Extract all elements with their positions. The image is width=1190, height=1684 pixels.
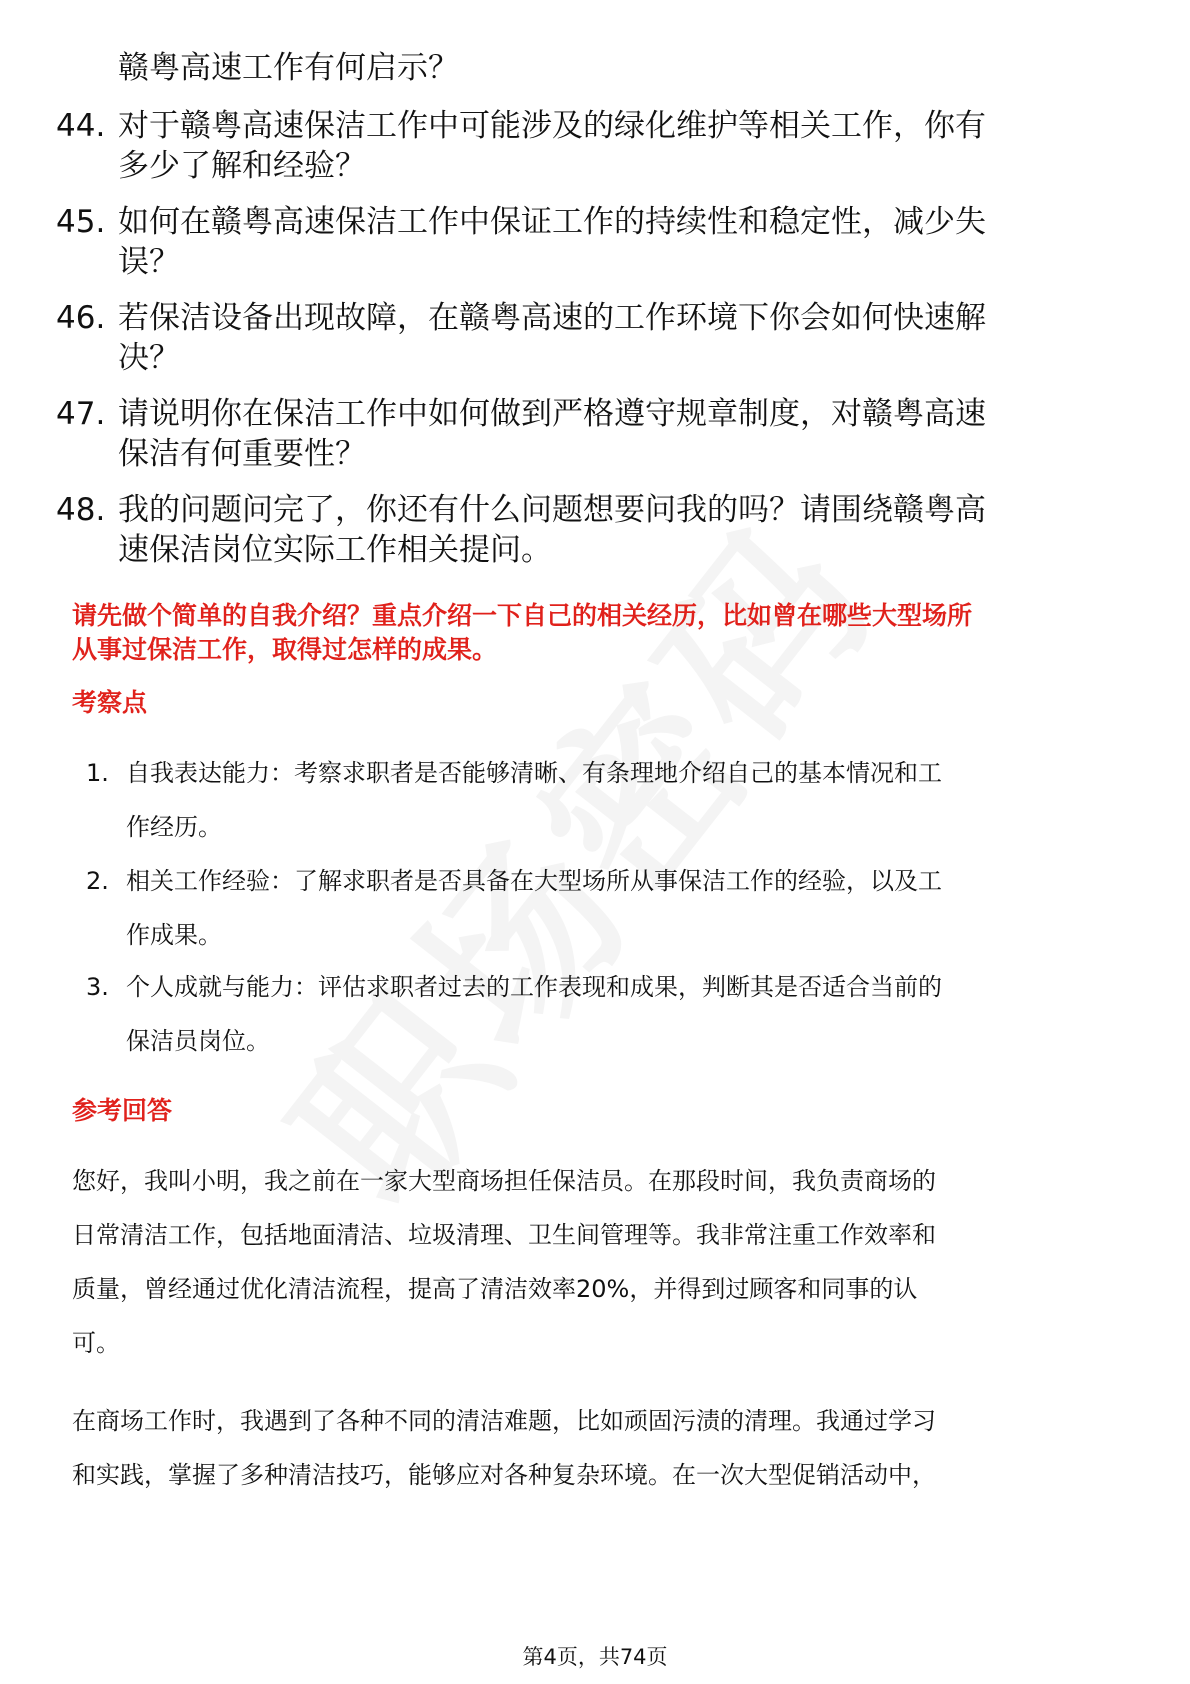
- question-number: 46.: [56, 300, 106, 336]
- reference-heading: 参考回答: [72, 1096, 173, 1125]
- paragraph-line: 在商场工作时，我遇到了各种不同的清洁难题，比如顽固污渍的清理。我通过学习: [72, 1407, 936, 1435]
- question-text: 如何在赣粤高速保洁工作中保证工作的持续性和稳定性，减少失: [118, 204, 986, 240]
- question-number: 48.: [56, 492, 106, 528]
- assessment-heading: 考察点: [72, 688, 148, 717]
- question-text: 误？: [118, 244, 180, 280]
- question-text: 我的问题问完了，你还有什么问题想要问我的吗？请围绕赣粤高: [118, 492, 986, 528]
- question-text: 对于赣粤高速保洁工作中可能涉及的绿化维护等相关工作，你有: [118, 108, 986, 144]
- featured-question: 请先做个简单的自我介绍？重点介绍一下自己的相关经历，比如曾在哪些大型场所: [72, 601, 973, 630]
- list-item: 自我表达能力：考察求职者是否能够清晰、有条理地介绍自己的基本情况和工: [126, 759, 942, 787]
- page-number: 第4页，共74页: [522, 1645, 668, 1669]
- question-text: 多少了解和经验？: [118, 148, 366, 184]
- question-number: 44.: [56, 108, 106, 144]
- question-text: 保洁有何重要性？: [118, 436, 366, 472]
- list-item: 个人成就与能力：评估求职者过去的工作表现和成果，判断其是否适合当前的: [126, 973, 942, 1001]
- paragraph-line: 日常清洁工作，包括地面清洁、垃圾清理、卫生间管理等。我非常注重工作效率和: [72, 1221, 936, 1249]
- paragraph-line: 您好，我叫小明，我之前在一家大型商场担任保洁员。在那段时间，我负责商场的: [72, 1167, 936, 1195]
- list-item-number: 1.: [86, 759, 109, 787]
- paragraph-line: 可。: [72, 1329, 120, 1357]
- question-text: 若保洁设备出现故障，在赣粤高速的工作环境下你会如何快速解: [118, 300, 986, 336]
- paragraph-line: 质量，曾经通过优化清洁流程，提高了清洁效率20%，并得到过顾客和同事的认: [72, 1275, 918, 1303]
- list-item: 保洁员岗位。: [126, 1027, 270, 1055]
- question-number: 45.: [56, 204, 106, 240]
- list-item: 作经历。: [126, 813, 222, 841]
- question-43-tail: 赣粤高速工作有何启示？: [118, 50, 459, 86]
- question-text: 决？: [118, 340, 180, 376]
- list-item-number: 3.: [86, 973, 109, 1001]
- list-item: 相关工作经验：了解求职者是否具备在大型场所从事保洁工作的经验，以及工: [126, 867, 942, 895]
- question-number: 47.: [56, 396, 106, 432]
- list-item-number: 2.: [86, 867, 109, 895]
- question-text: 速保洁岗位实际工作相关提问。: [118, 532, 552, 568]
- paragraph-line: 和实践，掌握了多种清洁技巧，能够应对各种复杂环境。在一次大型促销活动中，: [72, 1461, 936, 1489]
- list-item: 作成果。: [126, 921, 222, 949]
- featured-question: 从事过保洁工作，取得过怎样的成果。: [72, 635, 498, 664]
- question-text: 请说明你在保洁工作中如何做到严格遵守规章制度，对赣粤高速: [118, 396, 986, 432]
- watermark: [223, 464, 921, 1250]
